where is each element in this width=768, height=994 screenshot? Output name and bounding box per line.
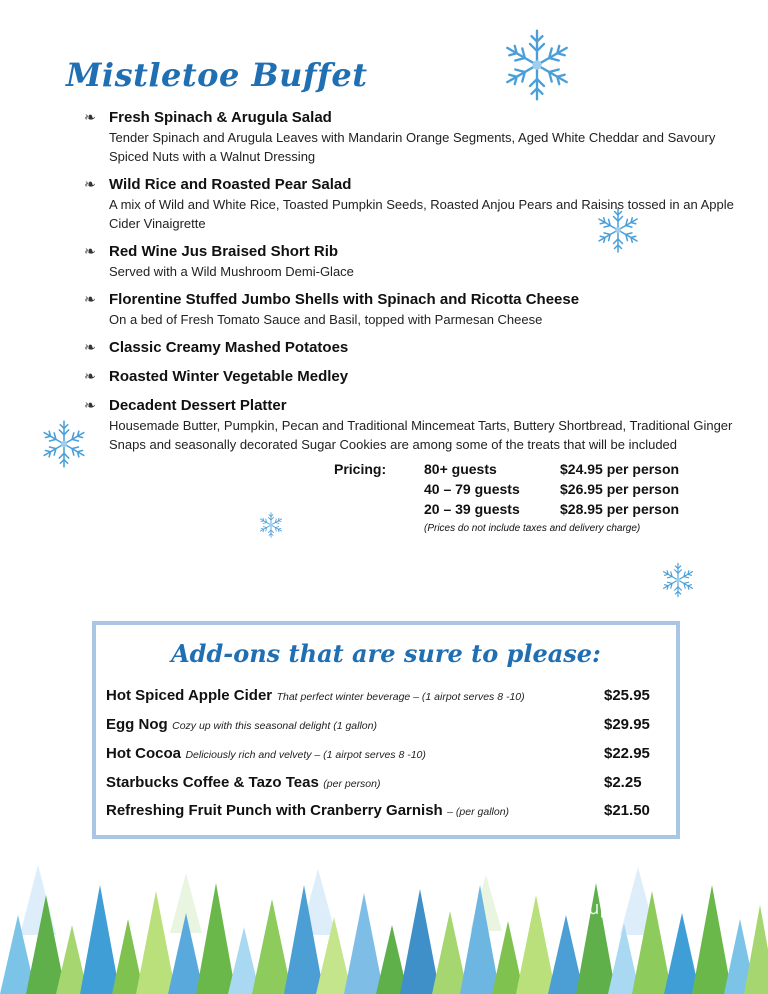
menu-item-name: Classic Creamy Mashed Potatoes xyxy=(109,339,349,356)
pricing-label: Pricing: xyxy=(334,461,387,477)
addon-name: Starbucks Coffee & Tazo Teas xyxy=(106,774,319,791)
addon-row xyxy=(106,802,654,824)
buffet-menu xyxy=(84,108,734,463)
leaf-bullet-icon: ❧ xyxy=(84,110,96,126)
menu-item xyxy=(84,108,734,166)
leaf-bullet-icon: ❧ xyxy=(84,292,96,308)
menu-item-description: Tender Spinach and Arugula Leaves with Mandarin Orange Segments, Aged White Cheddar and Savoury Spiced Nuts with a Walnut Dressing xyxy=(109,130,716,164)
menu-item-name: Decadent Dessert Platter xyxy=(109,397,287,414)
menu-item-description: Served with a Wild Mushroom Demi-Glace xyxy=(109,264,354,279)
menu-item-description: Housemade Butter, Pumpkin, Pecan and Traditional Mincemeat Tarts, Buttery Shortbread, Traditional Ginger Snaps and seasonally decorated Sugar Cookies are among some of the treats that will be included xyxy=(109,418,733,452)
snowflake-icon xyxy=(38,418,90,470)
guest-range: 20 – 39 guests xyxy=(424,501,520,517)
price-row xyxy=(424,501,744,521)
menu-item-name: Fresh Spinach & Arugula Salad xyxy=(109,109,332,126)
addon-name: Refreshing Fruit Punch with Cranberry Garnish xyxy=(106,802,443,819)
leaf-bullet-icon: ❧ xyxy=(84,340,96,356)
addon-row xyxy=(106,774,654,796)
menu-item-description: On a bed of Fresh Tomato Sauce and Basil, topped with Parmesan Cheese xyxy=(109,312,543,327)
addon-description: That perfect winter beverage – (1 airpot serves 8 -10) xyxy=(276,691,525,703)
price-per-person: $24.95 per person xyxy=(560,461,680,477)
pricing-note: (Prices do not include taxes and delivery charge) xyxy=(424,523,641,534)
menu-item xyxy=(84,175,734,233)
menu-item xyxy=(84,396,734,454)
addon-description: Cozy up with this seasonal delight (1 gallon) xyxy=(172,720,377,732)
snowflake-icon xyxy=(257,511,285,539)
menu-item-name: Wild Rice and Roasted Pear Salad xyxy=(109,176,352,193)
addon-row xyxy=(106,745,654,767)
leaf-bullet-icon: ❧ xyxy=(84,244,96,260)
menu-item-name: Red Wine Jus Braised Short Rib xyxy=(109,243,339,260)
leaf-bullet-icon: ❧ xyxy=(84,398,96,414)
addon-description: Deliciously rich and velvety – (1 airpot serves 8 -10) xyxy=(185,749,426,761)
snowflake-icon xyxy=(498,26,576,104)
snowflake-icon xyxy=(659,561,697,599)
guest-range: 40 – 79 guests xyxy=(424,481,520,497)
leaf-bullet-icon: ❧ xyxy=(84,177,96,193)
menu-item xyxy=(84,338,734,358)
page-title: Mistletoe Buffet xyxy=(66,56,368,94)
price-per-person: $26.95 per person xyxy=(560,481,680,497)
addon-description: – (per gallon) xyxy=(447,806,510,818)
addons-box xyxy=(92,621,680,839)
winter-trees-decoration xyxy=(0,855,768,994)
addon-name: Hot Spiced Apple Cider xyxy=(106,687,273,704)
addon-price: $29.95 xyxy=(604,716,650,733)
addon-price: $22.95 xyxy=(604,745,650,762)
leaf-bullet-icon: ❧ xyxy=(84,369,96,385)
price-row xyxy=(424,481,744,501)
menu-item-name: Roasted Winter Vegetable Medley xyxy=(109,368,349,385)
menu-item-description: A mix of Wild and White Rice, Toasted Pumpkin Seeds, Roasted Anjou Pears and Raisins tossed in an Apple Cider Vinaigrette xyxy=(109,197,734,231)
menu-item xyxy=(84,367,734,387)
price-row xyxy=(424,461,744,481)
price-per-person: $28.95 per person xyxy=(560,501,680,517)
addons-title: Add-ons that are sure to please: xyxy=(171,639,601,668)
addon-price: $21.50 xyxy=(604,802,650,819)
addon-name: Hot Cocoa xyxy=(106,745,181,762)
menu-item-name: Florentine Stuffed Jumbo Shells with Spinach and Ricotta Cheese xyxy=(109,291,580,308)
guest-range: 80+ guests xyxy=(424,461,497,477)
addon-description: (per person) xyxy=(323,778,381,790)
watermark: menupix xyxy=(548,898,627,919)
addon-price: $2.25 xyxy=(604,774,642,791)
menu-item xyxy=(84,290,734,329)
addon-row xyxy=(106,716,654,738)
addon-price: $25.95 xyxy=(604,687,650,704)
addon-row xyxy=(106,687,654,709)
menu-item xyxy=(84,242,734,281)
addon-name: Egg Nog xyxy=(106,716,168,733)
